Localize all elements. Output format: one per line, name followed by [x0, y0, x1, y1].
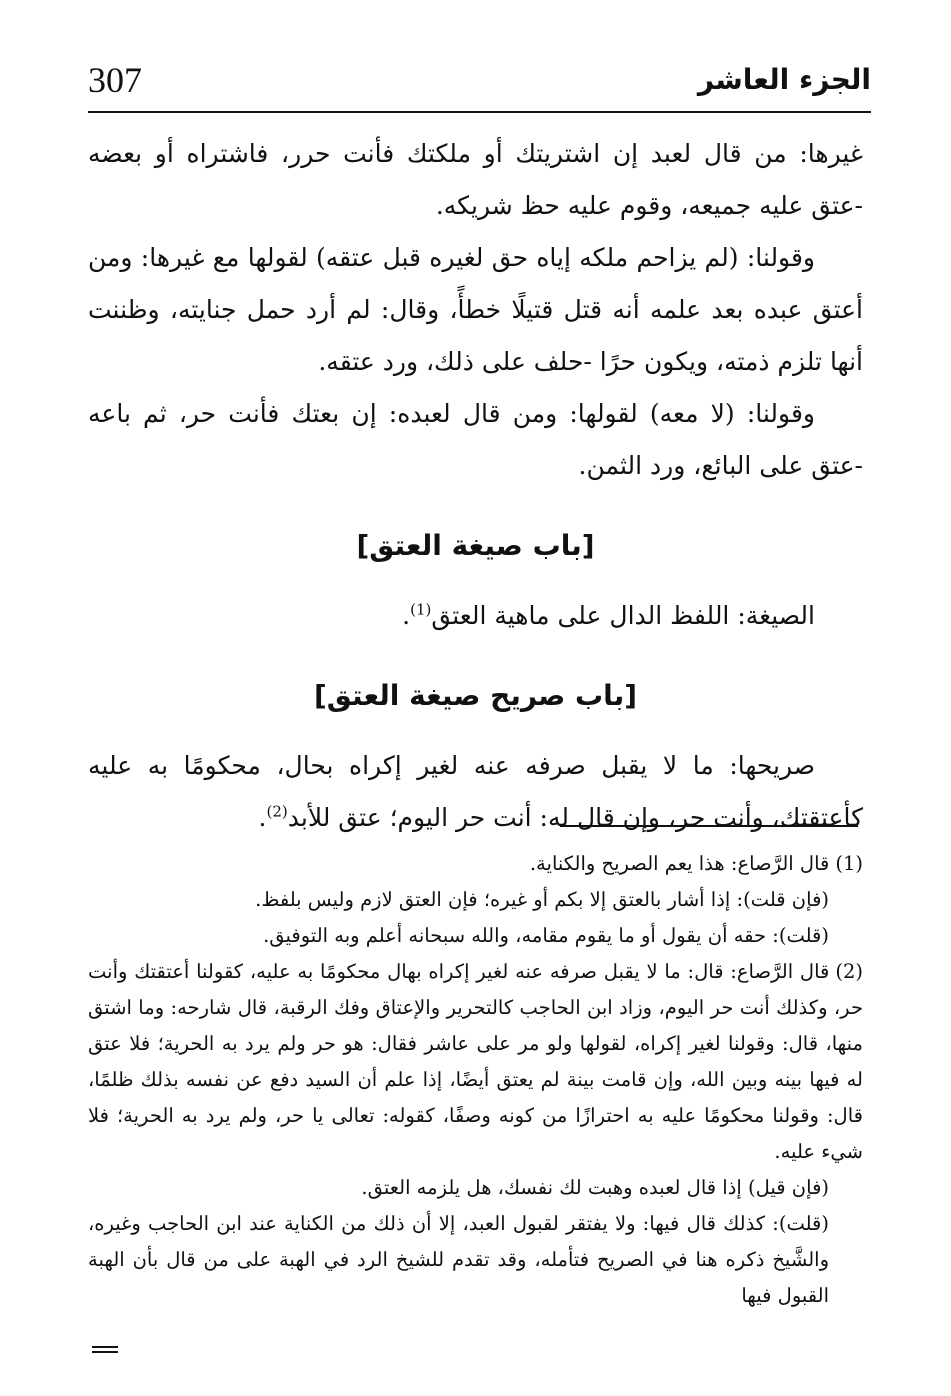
paragraph-1: غيرها: من قال لعبد إن اشتريتك أو ملكتك فأنت حرر، فاشتراه أو بعضه -عتق عليه جميعه، وقوم عليه حظ شريكه.: [88, 139, 863, 220]
section-heading-sarih: [باب صريح صيغة العتق]: [313, 679, 638, 712]
footnote-2-text: قال الرَّصاع: قال: ما لا يقبل صرفه عنه لغير إكراه بهال محكومًا به عليه، كقولنا أعتقتك وأنت حر، وكذلك أنت حر اليوم، وزاد ابن الحاجب كالتحرير والإعتاق وفك الرقبة، قال شارحه: وما اشتق منها، قال: وقولنا لغير إكراه، لقولها ولو مر على عاشر فقال: هو حر ولم يرد به الحرية؛ فلا عتق له فيها بينه وبين الله، وإن قامت بينة لم يعتق أيضًا، إذا علم أن السيد دفع عن نفسه بذلك ظلمًا، قال: وقولنا محكومًا عليه به احترازًا من كونه وصفًا، كقوله: تعالى يا حر، ولم يرد به الحرية؛ فلا شيء عليه.: [88, 960, 863, 1163]
footnote-separator: [560, 825, 858, 827]
main-text: [88, 128, 863, 844]
footnote-1-number: (1): [835, 852, 863, 875]
section-heading-sigha: [باب صيغة العتق]: [356, 529, 595, 562]
footnote-1-question: (فإن قلت): إذا أشار بالعتق إلا بكم أو غيره؛ فإن العتق لازم وليس بلفظ.: [255, 888, 829, 911]
sarih-text: صريحها: ما لا يقبل صرفه عنه لغير إكراه بحال، محكومًا به عليه كأعتقتك، وأنت حر، وإن قال له: أنت حر اليوم؛ عتق للأبد: [88, 751, 863, 832]
footnote-2-question: (فإن قيل) إذا قال لعبده وهبت لك نفسك، هل يلزمه العتق.: [361, 1176, 829, 1199]
footnote-1-text: قال الرَّصاع: هذا يعم الصريح والكناية.: [529, 852, 830, 875]
running-title: الجزء العاشر: [697, 63, 871, 96]
footnote-2-number: (2): [835, 960, 863, 983]
page-header: [88, 55, 871, 113]
footnotes: [88, 846, 863, 1314]
definition-end: .: [402, 601, 411, 630]
footnote-ref-1[interactable]: (1): [410, 600, 432, 619]
continuation-mark: [92, 1346, 118, 1353]
footnote-1-answer: (قلت): حقه أن يقول أو ما يقوم مقامه، والله سبحانه أعلم وبه التوفيق.: [263, 924, 829, 947]
paragraph-sarih: [88, 740, 863, 844]
footnote-ref-2[interactable]: (2): [266, 802, 288, 821]
footnote-1: [88, 846, 863, 882]
paragraph-definition: [88, 590, 863, 642]
footnote-2: [88, 954, 863, 1170]
definition-text: الصيغة: اللفظ الدال على ماهية العتق: [431, 601, 815, 630]
paragraph-2: وقولنا: (لم يزاحم ملكه إياه حق لغيره قبل عتقه) لقولها مع غيرها: ومن أعتق عبده بعد علمه أنه قتل قتيلًا خطأً، وقال: لم أرد حمل جنايته، وظننت أنها تلزم ذمته، ويكون حرًا -حلف على ذلك، ورد عتقه.: [88, 243, 863, 376]
footnote-2-answer: (قلت): كذلك قال فيها: ولا يفتقر لقبول العبد، إلا أن ذلك من الكناية عند ابن الحاجب وغيره، والشَّيخ ذكره هنا في الصريح فتأمله، وقد تقدم للشيخ الرد في الهبة على من قال بأن الهبة القبول فيها: [88, 1212, 829, 1307]
paragraph-3: وقولنا: (لا معه) لقولها: ومن قال لعبده: إن بعتك فأنت حر، ثم باعه -عتق على البائع، ورد الثمن.: [88, 399, 863, 480]
sarih-end: .: [258, 803, 267, 832]
page-number: 307: [88, 60, 142, 100]
